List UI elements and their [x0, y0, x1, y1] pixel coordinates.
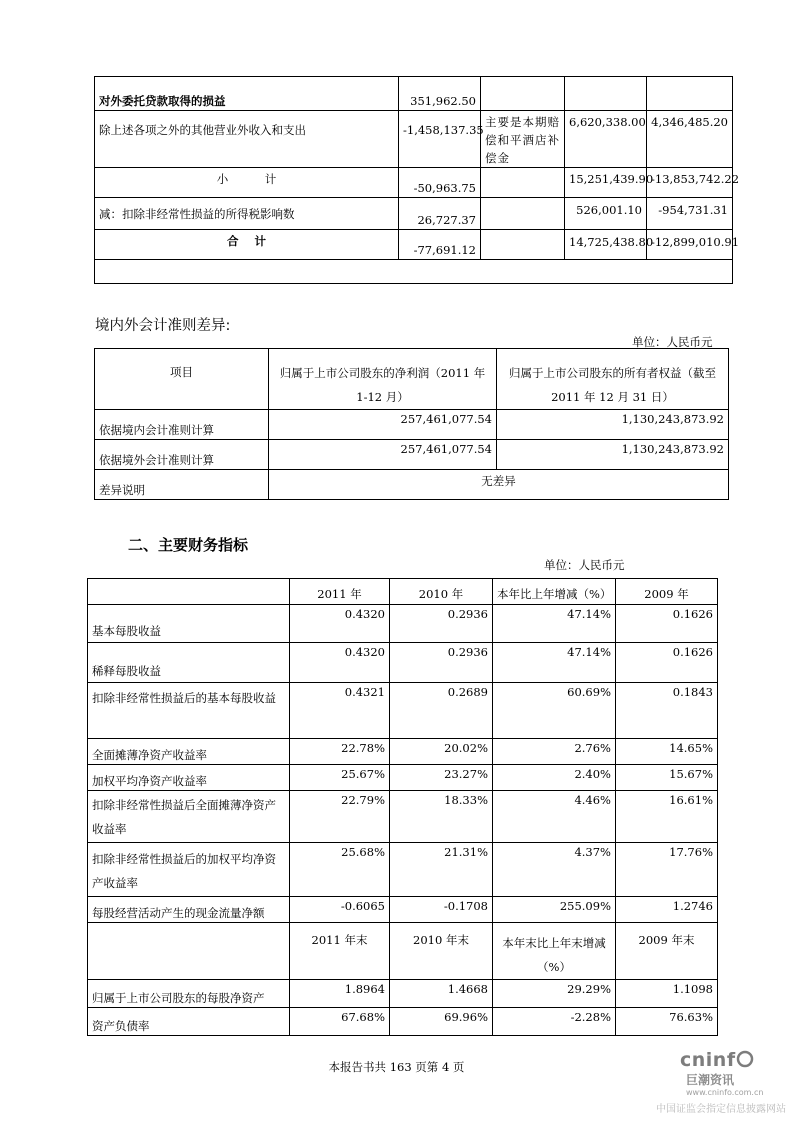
cell-value: 0.1626 — [616, 643, 718, 683]
cell-value: 29.29% — [493, 980, 616, 1008]
table-row — [88, 843, 718, 897]
swirl-icon — [736, 1050, 754, 1068]
cell-value: 1.8964 — [290, 980, 390, 1008]
row-label: 依据境内会计准则计算 — [95, 410, 269, 440]
cell-value: 526,001.10 — [565, 198, 647, 230]
header-2011-end: 2011 年末 — [290, 923, 390, 980]
cell-value: 22.78% — [290, 739, 390, 765]
row-label: 全面摊薄净资产收益率 — [88, 739, 290, 765]
row-label: 扣除非经常性损益后的基本每股收益 — [88, 683, 290, 739]
cell-value: 0.2936 — [390, 643, 493, 683]
logo-cn-name: 巨潮资讯 — [686, 1073, 735, 1087]
cell-value: 255.09% — [493, 897, 616, 923]
cell-value: 25.67% — [290, 765, 390, 791]
cell-value: 15.67% — [616, 765, 718, 791]
cell-value: 1.2746 — [616, 897, 718, 923]
header-2010-end: 2010 年末 — [390, 923, 493, 980]
cell-value: 4.37% — [493, 843, 616, 897]
table-row — [95, 168, 733, 198]
table-row — [95, 111, 733, 168]
table-header-row — [95, 349, 729, 410]
header-blank — [88, 923, 290, 980]
header-item: 项目 — [95, 349, 269, 410]
cell-note — [481, 77, 565, 111]
row-label: 对外委托贷款取得的损益 — [95, 77, 399, 111]
cell-value: 0.4320 — [290, 643, 390, 683]
row-label: 除上述各项之外的其他营业外收入和支出 — [95, 111, 399, 168]
row-label: 减：扣除非经常性损益的所得税影响数 — [95, 198, 399, 230]
cell-value: 257,461,077.54 — [269, 410, 497, 440]
cell-value: 4,346,485.20 — [647, 111, 733, 168]
row-label: 扣除非经常性损益后全面摊薄净资产收益率 — [88, 791, 290, 843]
unit-label: 单位：人民币元 — [632, 335, 713, 349]
cell-value: -0.6065 — [290, 897, 390, 923]
accounting-standards-diff-table — [94, 348, 729, 500]
header-change-end: 本年末比上年末增减（%） — [493, 923, 616, 980]
cell-value: 0.4320 — [290, 605, 390, 643]
cell-value: 16.61% — [616, 791, 718, 843]
cell-value: 60.69% — [493, 683, 616, 739]
cell-value: 67.68% — [290, 1008, 390, 1036]
cell-note — [481, 230, 565, 260]
table-row — [88, 683, 718, 739]
cell-note — [481, 198, 565, 230]
cell-value: 1.4668 — [390, 980, 493, 1008]
section-heading-accounting-diff: 境内外会计准则差异: — [95, 318, 231, 334]
unit-label: 单位：人民币元 — [544, 558, 625, 572]
logo-url: www.cninfo.com.cn — [686, 1088, 764, 1097]
header-net-profit: 归属于上市公司股东的净利润（2011 年 1-12 月） — [269, 349, 497, 410]
diff-value: 无差异 — [269, 470, 729, 500]
cell-value: 20.02% — [390, 739, 493, 765]
table-row — [95, 440, 729, 470]
cell-value — [565, 77, 647, 111]
cell-value: 47.14% — [493, 643, 616, 683]
cell-value: 14,725,438.80 — [565, 230, 647, 260]
section-heading-financial-indicators: 二、主要财务指标 — [128, 536, 249, 554]
cell-note — [481, 168, 565, 198]
cell-value: 47.14% — [493, 605, 616, 643]
cell-value: 1.1098 — [616, 980, 718, 1008]
cell-value: 69.96% — [390, 1008, 493, 1036]
cell-value: 22.79% — [290, 791, 390, 843]
table-row — [95, 77, 733, 111]
table-row — [88, 605, 718, 643]
cell-value: 1,130,243,873.92 — [497, 440, 729, 470]
cell-value: 15,251,439.90 — [565, 168, 647, 198]
cell-value: 351,962.50 — [399, 77, 481, 111]
cell-value: 21.31% — [390, 843, 493, 897]
header-2010: 2010 年 — [390, 579, 493, 605]
cell-value: 76.63% — [616, 1008, 718, 1036]
cell-value: -12,899,010.91 — [647, 230, 733, 260]
header-equity: 归属于上市公司股东的所有者权益（截至 2011 年 12 月 31 日） — [497, 349, 729, 410]
header-2009: 2009 年 — [616, 579, 718, 605]
cell-value: -0.1708 — [390, 897, 493, 923]
table-row-empty — [95, 260, 733, 284]
row-label: 基本每股收益 — [88, 605, 290, 643]
cell-value: 25.68% — [290, 843, 390, 897]
cell-value: -954,731.31 — [647, 198, 733, 230]
cninfo-logo — [680, 1049, 763, 1097]
non-recurring-items-table — [94, 76, 740, 284]
header-blank — [88, 579, 290, 605]
logo-brand: cninf — [680, 1049, 736, 1071]
financial-indicators-table — [87, 578, 718, 1036]
cell-value: 0.2689 — [390, 683, 493, 739]
table-row — [88, 739, 718, 765]
table-row — [95, 470, 729, 500]
cell-value: 4.46% — [493, 791, 616, 843]
cell-value: 0.1843 — [616, 683, 718, 739]
row-label: 差异说明 — [95, 470, 269, 500]
cell-value: 0.2936 — [390, 605, 493, 643]
cell-value: 23.27% — [390, 765, 493, 791]
cell-value: 257,461,077.54 — [269, 440, 497, 470]
cell-value: 6,620,338.00 — [565, 111, 647, 168]
row-label: 依据境外会计准则计算 — [95, 440, 269, 470]
cell-value: 18.33% — [390, 791, 493, 843]
cell-value: 0.4321 — [290, 683, 390, 739]
cell-value: 2.76% — [493, 739, 616, 765]
table-row — [88, 980, 718, 1008]
table-row — [95, 198, 733, 230]
table-row — [88, 643, 718, 683]
row-label: 合 计 — [95, 230, 399, 260]
row-label: 扣除非经常性损益后的加权平均净资产收益率 — [88, 843, 290, 897]
row-label: 稀释每股收益 — [88, 643, 290, 683]
table-row — [88, 765, 718, 791]
cell-value: -1,458,137.35 — [399, 111, 481, 168]
header-2009-end: 2009 年末 — [616, 923, 718, 980]
table-header-row — [88, 579, 718, 605]
page-footer: 本报告书共 163 页第 4 页 — [328, 1060, 465, 1074]
cell-value: 0.1626 — [616, 605, 718, 643]
row-label: 小 计 — [95, 168, 399, 198]
cell-value: 26,727.37 — [399, 198, 481, 230]
cell-value: 14.65% — [616, 739, 718, 765]
row-label: 加权平均净资产收益率 — [88, 765, 290, 791]
table-row — [95, 230, 733, 260]
cell-value: -50,963.75 — [399, 168, 481, 198]
empty-cell — [95, 260, 733, 284]
watermark-text: 中国证监会指定信息披露网站 — [656, 1104, 786, 1115]
cell-value — [647, 77, 733, 111]
row-label: 归属于上市公司股东的每股净资产 — [88, 980, 290, 1008]
cell-value: -77,691.12 — [399, 230, 481, 260]
cell-value: 17.76% — [616, 843, 718, 897]
table-row — [95, 410, 729, 440]
cell-value: 1,130,243,873.92 — [497, 410, 729, 440]
cell-value: -13,853,742.22 — [647, 168, 733, 198]
table-header-row — [88, 923, 718, 980]
row-label: 资产负债率 — [88, 1008, 290, 1036]
table-row — [88, 897, 718, 923]
cell-note: 主要是本期赔偿和平酒店补偿金 — [481, 111, 565, 168]
cell-value: -2.28% — [493, 1008, 616, 1036]
header-2011: 2011 年 — [290, 579, 390, 605]
cell-value: 2.40% — [493, 765, 616, 791]
row-label: 每股经营活动产生的现金流量净额 — [88, 897, 290, 923]
table-row — [88, 791, 718, 843]
table-row — [88, 1008, 718, 1036]
header-change: 本年比上年增减（%） — [493, 579, 616, 605]
